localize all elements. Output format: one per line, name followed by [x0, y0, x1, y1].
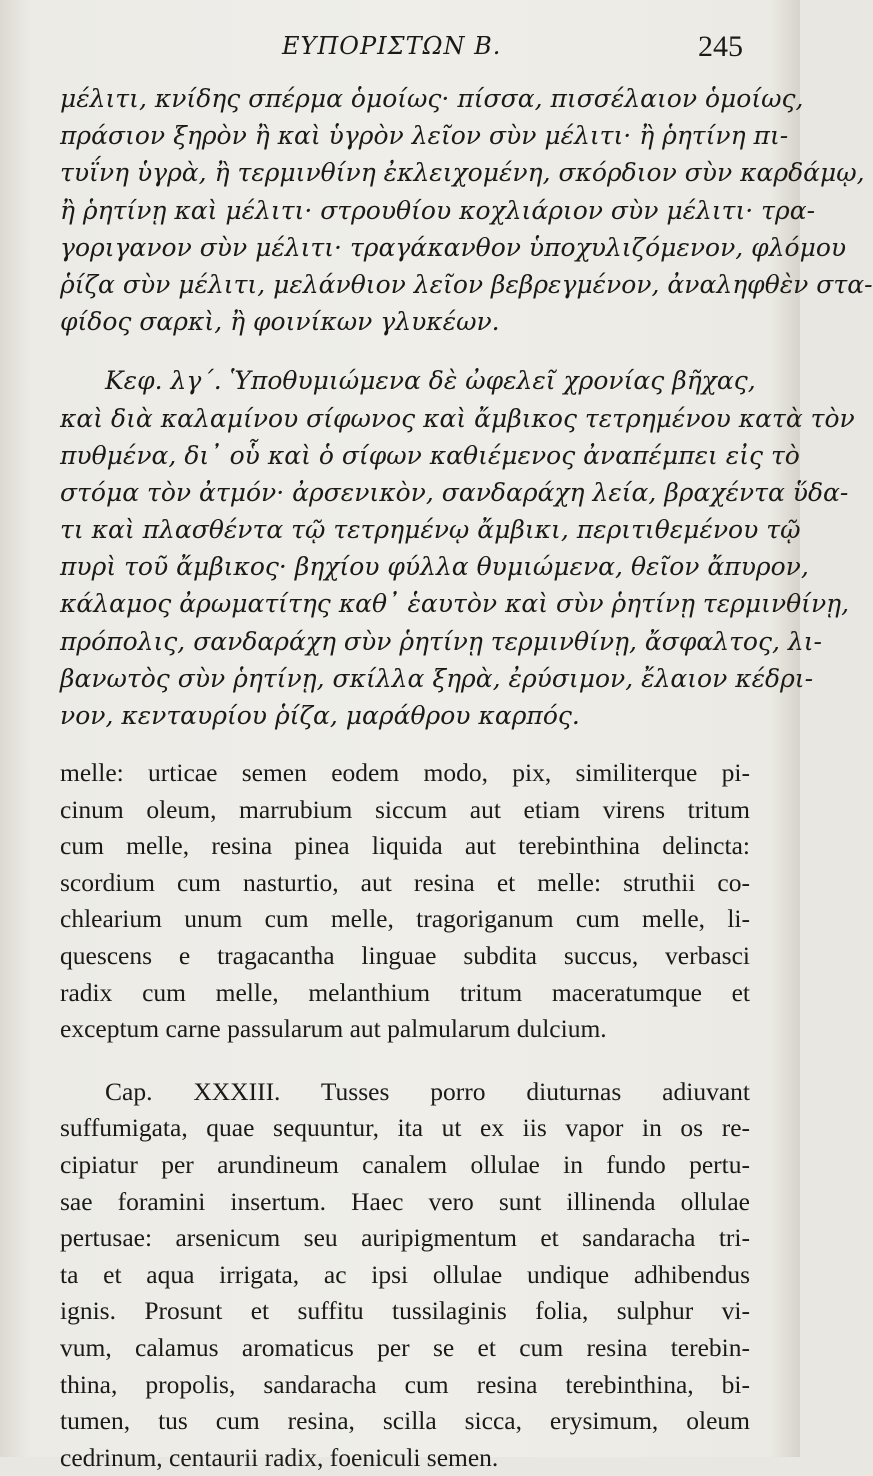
text-line: suffumigata, quae sequuntur, ita ut ex iis vapor in os re-: [60, 1113, 750, 1143]
text-line: πράσιον ξηρὸν ἢ καὶ ὑγρὸν λεῖον σὺν μέλιτι· ἢ ῥητίνη πι-: [60, 121, 789, 151]
text-line: πυθμένα, δι᾽ οὗ καὶ ὁ σίφων καθιέμενος ἀναπέμπει εἰς τὸ: [60, 440, 800, 470]
text-line: μέλιτι, κνίδης σπέρμα ὁμοίως· πίσσα, πισσέλαιον ὁμοίως,: [60, 84, 804, 113]
text-line: τυΐνη ὑγρὰ, ἢ τερμινθίνη ἐκλειχομένη, σκόρδιον σὺν καρδάμῳ,: [60, 158, 865, 188]
text-line: cipiatur per arundineum canalem ollulae in fundo pertu-: [60, 1149, 750, 1179]
text-line: ta et aqua irrigata, ac ipsi ollulae undique adhibendus: [60, 1259, 750, 1289]
text-line: exceptum carne passularum aut palmularum dulcium.: [60, 1014, 607, 1044]
text-line: ἢ ῥητίνῃ καὶ μέλιτι· στρουθίου κοχλιάριον σὺν μέλιτι· τρα-: [60, 195, 816, 225]
text-line: vum, calamus aromaticus per se et cum resina terebin-: [60, 1332, 750, 1362]
chapter-heading-line: Κεφ. λγ΄. Ὑποθυμιώμενα δὲ ὠφελεῖ χρονίας βῆχας,: [105, 366, 756, 396]
text-line: βανωτὸς σὺν ῥητίνῃ, σκίλλα ξηρὰ, ἐρύσιμον, ἔλαιον κέδρι-: [60, 663, 814, 693]
text-line: τι καὶ πλασθέντα τῷ τετρημένῳ ἄμβικι, περιτιθεμένου τῷ: [60, 515, 801, 545]
greek-paragraph-1: [60, 80, 873, 340]
text-line: cum melle, resina pinea liquida aut terebinthina delincta:: [60, 831, 750, 861]
page-number: 245: [698, 30, 743, 63]
text-line: thina, propolis, sandaracha cum resina terebinthina, bi-: [60, 1369, 750, 1399]
text-line: tumen, tus cum resina, scilla sicca, erysimum, oleum: [60, 1406, 750, 1436]
latin-text-block: [60, 755, 750, 1476]
latin-paragraph-1: [60, 755, 750, 1048]
text-line: melle: urticae semen eodem modo, pix, similiterque pi-: [60, 758, 750, 787]
text-line: κάλαμος ἀρωματίτης καθ᾽ ἑαυτὸν καὶ σὺν ῥητίνῃ τερμινθίνῃ,: [60, 589, 850, 619]
text-line: καὶ διὰ καλαμίνου σίφωνος καὶ ἄμβικος τετρημένου κατὰ τὸν: [60, 403, 855, 433]
text-line: sae foramini insertum. Haec vero sunt illinenda ollulae: [60, 1186, 750, 1216]
greek-paragraph-2: [60, 362, 855, 734]
text-line: ῥίζα σὺν μέλιτι, μελάνθιον λεῖον βεβρεγμένον, ἀναληφθὲν στα-: [60, 269, 873, 299]
greek-text-block: [60, 80, 873, 734]
text-line: ignis. Prosunt et suffitu tussilaginis folia, sulphur vi-: [60, 1296, 750, 1326]
page-header: [0, 30, 800, 70]
text-line: cedrinum, centaurii radix, foeniculi semen.: [60, 1442, 499, 1472]
text-line: γοριγανον σὺν μέλιτι· τραγάκανθον ὑποχυλιζόμενον, φλόμου: [60, 232, 847, 262]
text-line: pertusae: arsenicum seu auripigmentum et sandaracha tri-: [60, 1223, 750, 1253]
text-line: scordium cum nasturtio, aut resina et melle: struthii co-: [60, 867, 750, 897]
text-line: πυρὶ τοῦ ἄμβικος· βηχίου φύλλα θυμιώμενα, θεῖον ἄπυρον,: [60, 552, 809, 582]
latin-paragraph-2: [60, 1074, 750, 1476]
text-line: chlearium unum cum melle, tragoriganum cum melle, li-: [60, 904, 750, 934]
text-line: cinum oleum, marrubium siccum aut etiam virens tritum: [60, 794, 750, 824]
text-line: φίδος σαρκὶ, ἢ φοινίκων γλυκέων.: [60, 307, 500, 337]
text-line: στόμα τὸν ἀτμόν· ἀρσενικὸν, σανδαράχη λεία, βραχέντα ὕδα-: [60, 477, 849, 507]
running-title: ΕΥΠΟΡΙΣΤΩΝ Β.: [282, 32, 502, 60]
chapter-heading-line: Cap. XXXIII. Tusses porro diuturnas adiuvant: [105, 1076, 750, 1106]
text-line: νον, κενταυρίου ῥίζα, μαράθρου καρπός.: [60, 701, 580, 730]
text-line: radix cum melle, melanthium tritum maceratumque et: [60, 977, 750, 1007]
text-line: πρόπολις, σανδαράχη σὺν ῥητίνῃ τερμινθίνῃ, ἄσφαλτος, λι-: [60, 626, 822, 656]
text-line: quescens e tragacantha linguae subdita succus, verbasci: [60, 940, 750, 970]
